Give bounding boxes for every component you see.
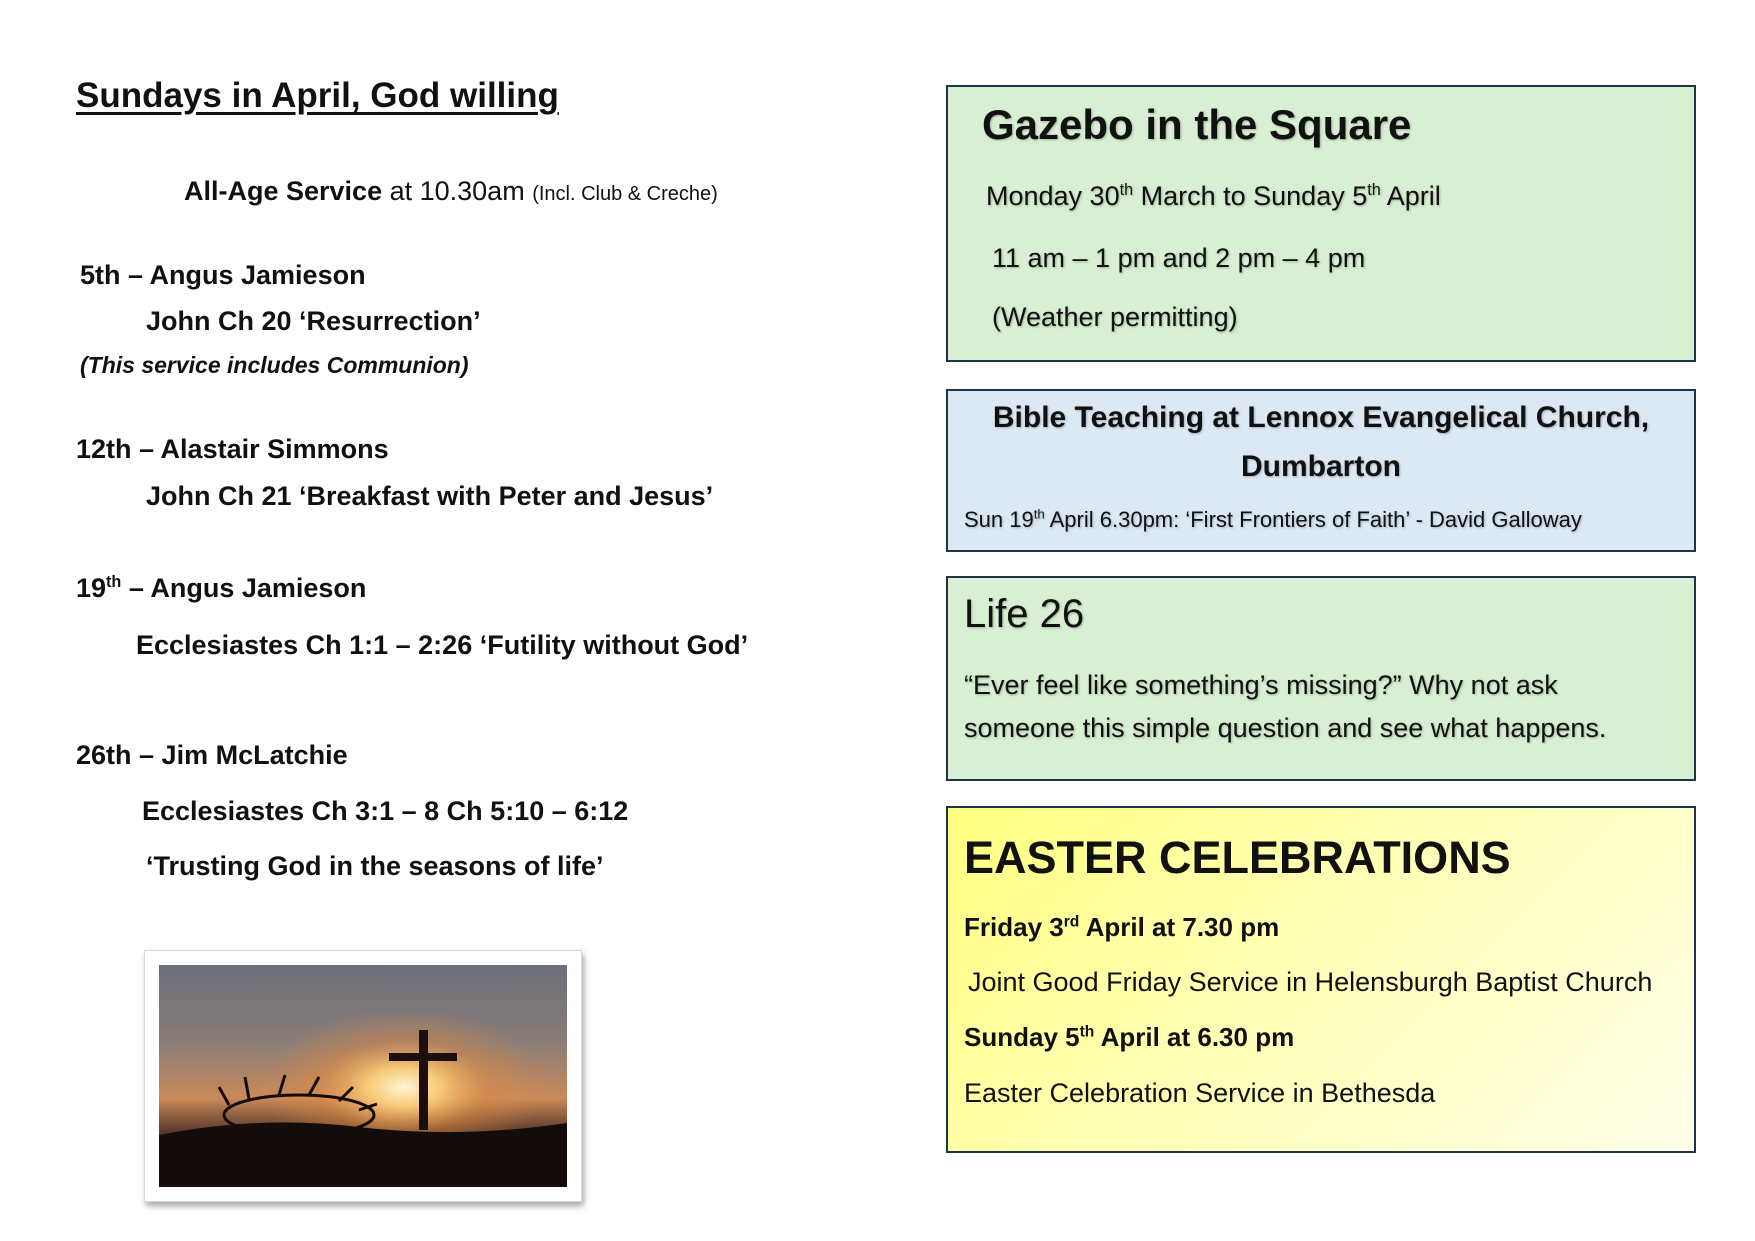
sunday-5-passage: John Ch 20 ‘Resurrection’ <box>146 306 481 336</box>
bible-teaching-panel <box>946 389 1696 552</box>
sunday-19-passage: Ecclesiastes Ch 1:1 – 2:26 ‘Futility without God’ <box>136 630 749 660</box>
sunday-26-theme: ‘Trusting God in the seasons of life’ <box>146 851 604 881</box>
life-line-1: “Ever feel like something’s missing?” Why not ask <box>964 670 1558 700</box>
sunday-12-passage: John Ch 21 ‘Breakfast with Peter and Jesus’ <box>146 481 714 511</box>
service-time: at 10.30am <box>382 176 533 206</box>
life-26-panel <box>946 576 1696 781</box>
easter-friday-desc: Joint Good Friday Service in Helensburgh Baptist Church <box>968 967 1653 997</box>
gazebo-panel <box>946 85 1696 362</box>
sunday-19-speaker: 19th – Angus Jamieson <box>76 573 367 603</box>
life-line-2: someone this simple question and see what happens. <box>964 713 1607 743</box>
sunday-5-note: (This service includes Communion) <box>80 352 469 378</box>
sunday-26-speaker: 26th – Jim McLatchie <box>76 740 348 770</box>
easter-sunday-desc: Easter Celebration Service in Bethesda <box>964 1078 1436 1108</box>
gazebo-note: (Weather permitting) <box>992 302 1238 332</box>
life-title: Life 26 <box>964 592 1085 636</box>
sunday-5-speaker: 5th – Angus Jamieson <box>80 260 366 290</box>
service-note: (Incl. Club & Creche) <box>532 183 718 205</box>
crown-of-thorns-cross-image <box>159 965 567 1187</box>
easter-friday-heading: Friday 3rd April at 7.30 pm <box>964 912 1280 942</box>
sunday-12-speaker: 12th – Alastair Simmons <box>76 434 389 464</box>
easter-panel <box>946 806 1696 1153</box>
page-title: Sundays in April, God willing <box>76 76 559 115</box>
easter-title: EASTER CELEBRATIONS <box>964 832 1511 883</box>
bible-event: Sun 19th April 6.30pm: ‘First Frontiers of Faith’ - David Galloway <box>964 506 1582 532</box>
service-label: All-Age Service <box>184 176 383 206</box>
sunday-26-passage: Ecclesiastes Ch 3:1 – 8 Ch 5:10 – 6:12 <box>142 796 629 826</box>
bible-title-line1: Bible Teaching at Lennox Evangelical Church, <box>992 401 1650 434</box>
gazebo-title: Gazebo in the Square <box>982 101 1412 148</box>
easter-picture-frame <box>144 950 582 1202</box>
gazebo-times: 11 am – 1 pm and 2 pm – 4 pm <box>992 243 1366 273</box>
easter-sunday-heading: Sunday 5th April at 6.30 pm <box>964 1022 1295 1052</box>
service-info <box>184 176 718 207</box>
gazebo-dates: Monday 30th March to Sunday 5th April <box>986 181 1441 211</box>
bible-title-line2: Dumbarton <box>1241 450 1401 483</box>
